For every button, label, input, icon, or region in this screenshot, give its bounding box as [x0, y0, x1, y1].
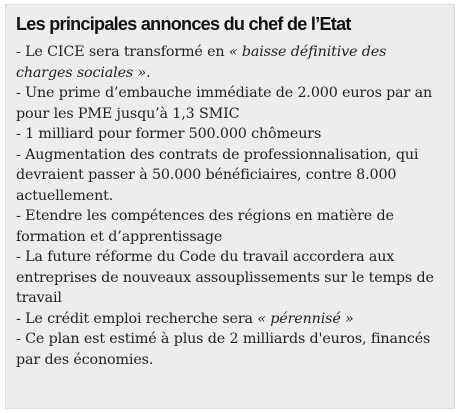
list-item — [16, 247, 444, 309]
list-item — [16, 83, 444, 124]
item-text-end: . — [146, 64, 151, 81]
item-text: - Une prime d’embauche immédiate de 2.000 euros par an pour les PME jusqu’à 1,3 SMIC — [16, 85, 433, 122]
list-item — [16, 309, 444, 330]
list-item — [16, 42, 444, 83]
item-quote: « pérennisé » — [257, 310, 354, 327]
item-text: - Ce plan est estimé à plus de 2 milliards d'euros, financés par des économies. — [16, 331, 431, 368]
item-text: - La future réforme du Code du travail accordera aux entreprises de nouveaux assouplissements sur le temps de travail — [16, 249, 434, 306]
item-text: - Le crédit emploi recherche sera — [16, 310, 258, 327]
item-text: - Le CICE sera transformé en — [16, 44, 229, 60]
item-text: - Etendre les compétences des régions en matière de formation et d’apprentissage — [16, 208, 394, 245]
announcements-box — [5, 4, 455, 409]
item-text: - 1 milliard pour former 500.000 chômeurs — [16, 126, 322, 142]
list-item — [16, 124, 444, 145]
announcements-list — [16, 42, 444, 370]
box-title: Les principales annonces du chef de l’Etat — [16, 14, 351, 34]
item-quote: « baisse définitive des charges sociales » — [16, 44, 387, 81]
item-text: - Augmentation des contrats de professionnalisation, qui devraient passer à 50.000 bénéficiaires, contre 8.000 actuellement. — [16, 146, 419, 204]
list-item — [16, 145, 444, 207]
list-item — [16, 206, 444, 247]
list-item — [16, 329, 444, 370]
